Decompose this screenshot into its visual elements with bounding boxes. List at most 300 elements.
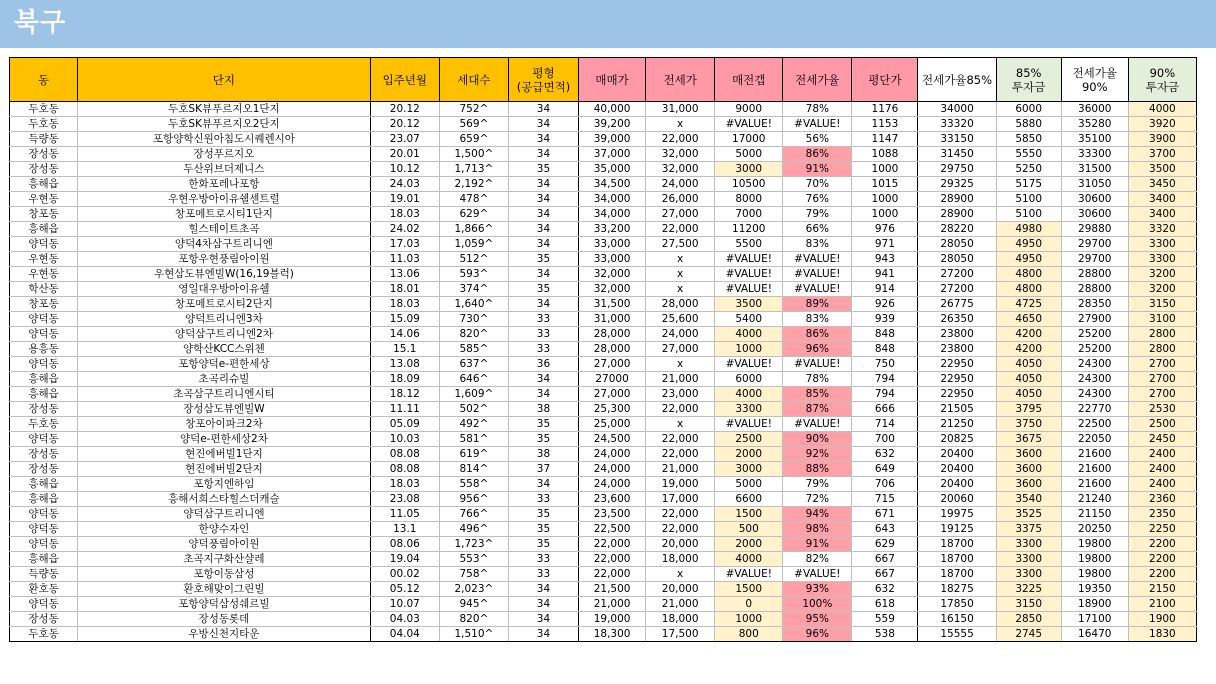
cell-jeonse-85: 20400 (918, 462, 996, 477)
cell-price-per-pyeong: 750 (852, 357, 918, 372)
cell-pyeong-size: 33 (508, 552, 578, 567)
cell-dong: 장성동 (10, 162, 78, 177)
cell-jeonse-ratio: 86% (783, 327, 852, 342)
cell-price-gap: 5000 (715, 147, 783, 162)
header-move-in-date: 입주년월 (370, 58, 439, 102)
cell-invest-90: 3200 (1128, 282, 1196, 297)
cell-jeonse-ratio: 56% (783, 132, 852, 147)
cell-price-gap: 1000 (715, 342, 783, 357)
cell-jeonse-ratio: 96% (783, 342, 852, 357)
cell-price-per-pyeong: 714 (852, 417, 918, 432)
cell-dong: 장성동 (10, 402, 78, 417)
cell-complex: 우현우방아이유쉘센트럴 (78, 192, 371, 207)
apartment-table (9, 57, 1197, 642)
cell-jeonse-85: 18700 (918, 567, 996, 582)
cell-jeonse-90: 19800 (1061, 537, 1128, 552)
cell-invest-85: 3795 (996, 402, 1061, 417)
cell-dong: 창포동 (10, 207, 78, 222)
cell-jeonse-price: 24,000 (646, 327, 715, 342)
cell-complex: 우방신천지타운 (78, 627, 371, 642)
cell-jeonse-90: 21600 (1061, 462, 1128, 477)
header-jeonse-90: 전세가율 90% (1061, 58, 1128, 102)
cell-sale-price: 24,500 (579, 432, 646, 447)
cell-invest-85: 5100 (996, 192, 1061, 207)
cell-invest-85: 4200 (996, 327, 1061, 342)
header-households: 세대수 (439, 58, 508, 102)
cell-dong: 득량동 (10, 132, 78, 147)
cell-jeonse-90: 29880 (1061, 222, 1128, 237)
cell-households: 766^ (439, 507, 508, 522)
cell-sale-price: 21,500 (579, 582, 646, 597)
cell-invest-85: 4200 (996, 342, 1061, 357)
cell-complex: 장성삼도뷰엔빌W (78, 402, 371, 417)
cell-jeonse-ratio: 79% (783, 477, 852, 492)
cell-jeonse-85: 23800 (918, 327, 996, 342)
cell-price-gap: 2000 (715, 447, 783, 462)
cell-move-in-date: 17.03 (370, 237, 439, 252)
cell-price-gap: #VALUE! (715, 117, 783, 132)
cell-complex: 포항우현풍림아이원 (78, 252, 371, 267)
table-row (10, 537, 1197, 552)
cell-price-gap: 1500 (715, 582, 783, 597)
cell-households: 512^ (439, 252, 508, 267)
cell-jeonse-90: 28800 (1061, 282, 1128, 297)
cell-invest-90: 2800 (1128, 342, 1196, 357)
cell-complex: 양덕4차삼구트리니엔 (78, 237, 371, 252)
cell-sale-price: 32,000 (579, 282, 646, 297)
cell-price-per-pyeong: 1000 (852, 207, 918, 222)
cell-dong: 두호동 (10, 117, 78, 132)
cell-jeonse-ratio: 89% (783, 297, 852, 312)
cell-jeonse-85: 21505 (918, 402, 996, 417)
cell-jeonse-ratio: 78% (783, 372, 852, 387)
cell-invest-90: 2360 (1128, 492, 1196, 507)
header-dong: 동 (10, 58, 78, 102)
cell-jeonse-ratio: 95% (783, 612, 852, 627)
table-row (10, 492, 1197, 507)
cell-jeonse-90: 27900 (1061, 312, 1128, 327)
cell-price-gap: 2500 (715, 432, 783, 447)
cell-sale-price: 39,000 (579, 132, 646, 147)
cell-jeonse-price: 19,000 (646, 477, 715, 492)
cell-jeonse-90: 29700 (1061, 252, 1128, 267)
cell-jeonse-ratio: 76% (783, 192, 852, 207)
cell-move-in-date: 19.01 (370, 192, 439, 207)
cell-price-gap: 500 (715, 522, 783, 537)
cell-pyeong-size: 34 (508, 387, 578, 402)
cell-invest-85: 3300 (996, 567, 1061, 582)
cell-complex: 창포아이파크2차 (78, 417, 371, 432)
cell-jeonse-price: 22,000 (646, 432, 715, 447)
cell-price-gap: 3500 (715, 297, 783, 312)
cell-households: 581^ (439, 432, 508, 447)
cell-sale-price: 31,500 (579, 297, 646, 312)
cell-jeonse-price: x (646, 417, 715, 432)
cell-households: 1,510^ (439, 627, 508, 642)
cell-jeonse-ratio: #VALUE! (783, 567, 852, 582)
cell-dong: 양덕동 (10, 312, 78, 327)
cell-jeonse-ratio: 91% (783, 537, 852, 552)
cell-households: 659^ (439, 132, 508, 147)
cell-price-gap: #VALUE! (715, 282, 783, 297)
table-row (10, 357, 1197, 372)
cell-sale-price: 32,000 (579, 267, 646, 282)
cell-invest-90: 2200 (1128, 537, 1196, 552)
cell-complex: 창포메트로시티1단지 (78, 207, 371, 222)
cell-jeonse-90: 28800 (1061, 267, 1128, 282)
cell-price-per-pyeong: 941 (852, 267, 918, 282)
cell-pyeong-size: 33 (508, 342, 578, 357)
cell-move-in-date: 05.12 (370, 582, 439, 597)
cell-move-in-date: 04.04 (370, 627, 439, 642)
cell-invest-90: 3320 (1128, 222, 1196, 237)
cell-sale-price: 28,000 (579, 327, 646, 342)
cell-dong: 흥해읍 (10, 177, 78, 192)
cell-dong: 양덕동 (10, 507, 78, 522)
cell-households: 730^ (439, 312, 508, 327)
table-row (10, 237, 1197, 252)
cell-dong: 창포동 (10, 297, 78, 312)
cell-sale-price: 27000 (579, 372, 646, 387)
cell-complex: 초곡지구화산샬레 (78, 552, 371, 567)
cell-jeonse-price: 23,000 (646, 387, 715, 402)
cell-invest-85: 4950 (996, 252, 1061, 267)
cell-pyeong-size: 34 (508, 627, 578, 642)
cell-invest-90: 2400 (1128, 477, 1196, 492)
cell-sale-price: 28,000 (579, 342, 646, 357)
cell-price-per-pyeong: 559 (852, 612, 918, 627)
cell-invest-85: 5250 (996, 162, 1061, 177)
cell-price-per-pyeong: 629 (852, 537, 918, 552)
cell-jeonse-price: x (646, 357, 715, 372)
cell-dong: 두호동 (10, 102, 78, 117)
cell-jeonse-85: 22950 (918, 387, 996, 402)
cell-dong: 양덕동 (10, 537, 78, 552)
cell-pyeong-size: 34 (508, 237, 578, 252)
cell-price-gap: 1000 (715, 612, 783, 627)
cell-dong: 장성동 (10, 462, 78, 477)
cell-jeonse-90: 24300 (1061, 372, 1128, 387)
cell-sale-price: 27,000 (579, 387, 646, 402)
cell-dong: 우현동 (10, 252, 78, 267)
cell-complex: 양덕삼구트리니엔2차 (78, 327, 371, 342)
cell-households: 619^ (439, 447, 508, 462)
cell-invest-90: 2400 (1128, 462, 1196, 477)
header-jeonse-ratio: 전세가율 (783, 58, 852, 102)
cell-jeonse-90: 35280 (1061, 117, 1128, 132)
table-row (10, 627, 1197, 642)
cell-price-per-pyeong: 667 (852, 552, 918, 567)
cell-invest-85: 3150 (996, 597, 1061, 612)
cell-sale-price: 19,000 (579, 612, 646, 627)
cell-invest-90: 3300 (1128, 252, 1196, 267)
cell-dong: 용흥동 (10, 342, 78, 357)
cell-price-per-pyeong: 632 (852, 582, 918, 597)
cell-households: 374^ (439, 282, 508, 297)
table-row (10, 447, 1197, 462)
cell-jeonse-90: 25200 (1061, 327, 1128, 342)
cell-sale-price: 35,000 (579, 162, 646, 177)
cell-invest-90: 3400 (1128, 192, 1196, 207)
cell-price-gap: #VALUE! (715, 252, 783, 267)
cell-jeonse-ratio: #VALUE! (783, 267, 852, 282)
cell-sale-price: 34,500 (579, 177, 646, 192)
cell-complex: 두산위브더제니스 (78, 162, 371, 177)
cell-households: 553^ (439, 552, 508, 567)
cell-households: 820^ (439, 327, 508, 342)
header-price-gap: 매전갭 (715, 58, 783, 102)
cell-jeonse-85: 19975 (918, 507, 996, 522)
cell-jeonse-price: x (646, 267, 715, 282)
cell-jeonse-85: 29750 (918, 162, 996, 177)
cell-move-in-date: 11.05 (370, 507, 439, 522)
cell-jeonse-ratio: 91% (783, 162, 852, 177)
cell-pyeong-size: 33 (508, 327, 578, 342)
cell-price-gap: 8000 (715, 192, 783, 207)
cell-households: 496^ (439, 522, 508, 537)
cell-invest-85: 5850 (996, 132, 1061, 147)
table-row (10, 147, 1197, 162)
cell-move-in-date: 08.08 (370, 462, 439, 477)
cell-pyeong-size: 35 (508, 282, 578, 297)
cell-invest-85: 3600 (996, 462, 1061, 477)
cell-invest-90: 3920 (1128, 117, 1196, 132)
cell-complex: 초곡리슈빌 (78, 372, 371, 387)
cell-invest-85: 3600 (996, 447, 1061, 462)
cell-invest-85: 4650 (996, 312, 1061, 327)
cell-pyeong-size: 34 (508, 597, 578, 612)
table-row (10, 372, 1197, 387)
header-row (10, 58, 1197, 102)
cell-complex: 포항양학신원아침도시퀘렌시아 (78, 132, 371, 147)
cell-jeonse-90: 24300 (1061, 387, 1128, 402)
cell-pyeong-size: 34 (508, 192, 578, 207)
cell-complex: 양덕삼구트리니엔 (78, 507, 371, 522)
cell-dong: 환호동 (10, 582, 78, 597)
cell-jeonse-85: 28050 (918, 252, 996, 267)
cell-move-in-date: 24.03 (370, 177, 439, 192)
table-row (10, 312, 1197, 327)
cell-move-in-date: 18.03 (370, 297, 439, 312)
table-row (10, 507, 1197, 522)
cell-dong: 장성동 (10, 147, 78, 162)
cell-move-in-date: 11.11 (370, 402, 439, 417)
cell-price-per-pyeong: 914 (852, 282, 918, 297)
table-row (10, 222, 1197, 237)
cell-jeonse-price: 21,000 (646, 462, 715, 477)
cell-complex: 한양수자인 (78, 522, 371, 537)
cell-jeonse-90: 31050 (1061, 177, 1128, 192)
cell-jeonse-price: 22,000 (646, 402, 715, 417)
cell-invest-85: 6000 (996, 102, 1061, 117)
cell-invest-90: 3150 (1128, 297, 1196, 312)
cell-jeonse-ratio: #VALUE! (783, 117, 852, 132)
cell-complex: 창포메트로시티2단지 (78, 297, 371, 312)
cell-invest-90: 2700 (1128, 357, 1196, 372)
table-row (10, 252, 1197, 267)
cell-households: 1,640^ (439, 297, 508, 312)
cell-dong: 흥해읍 (10, 372, 78, 387)
cell-sale-price: 34,000 (579, 192, 646, 207)
cell-move-in-date: 18.03 (370, 207, 439, 222)
cell-households: 1,500^ (439, 147, 508, 162)
cell-sale-price: 22,000 (579, 552, 646, 567)
cell-pyeong-size: 37 (508, 462, 578, 477)
cell-sale-price: 39,200 (579, 117, 646, 132)
cell-jeonse-85: 20400 (918, 477, 996, 492)
cell-price-gap: 4000 (715, 327, 783, 342)
cell-jeonse-ratio: 82% (783, 552, 852, 567)
cell-dong: 우현동 (10, 192, 78, 207)
cell-dong: 흥해읍 (10, 552, 78, 567)
cell-move-in-date: 13.06 (370, 267, 439, 282)
cell-jeonse-price: 22,000 (646, 507, 715, 522)
cell-complex: 영일대우방아이유쉘 (78, 282, 371, 297)
cell-sale-price: 31,000 (579, 312, 646, 327)
cell-jeonse-ratio: 87% (783, 402, 852, 417)
cell-dong: 양덕동 (10, 522, 78, 537)
cell-price-per-pyeong: 1147 (852, 132, 918, 147)
cell-pyeong-size: 34 (508, 132, 578, 147)
cell-households: 569^ (439, 117, 508, 132)
cell-move-in-date: 20.01 (370, 147, 439, 162)
cell-pyeong-size: 34 (508, 117, 578, 132)
cell-move-in-date: 08.08 (370, 447, 439, 462)
page-title: 북구 (14, 8, 67, 38)
cell-sale-price: 33,000 (579, 237, 646, 252)
cell-invest-90: 2700 (1128, 372, 1196, 387)
cell-pyeong-size: 34 (508, 612, 578, 627)
cell-price-per-pyeong: 643 (852, 522, 918, 537)
cell-sale-price: 25,300 (579, 402, 646, 417)
cell-jeonse-price: 17,000 (646, 492, 715, 507)
cell-price-per-pyeong: 848 (852, 327, 918, 342)
cell-pyeong-size: 34 (508, 267, 578, 282)
cell-jeonse-ratio: 88% (783, 462, 852, 477)
cell-jeonse-price: 24,000 (646, 177, 715, 192)
cell-complex: 현진에버빌2단지 (78, 462, 371, 477)
table-row (10, 327, 1197, 342)
cell-jeonse-85: 18700 (918, 552, 996, 567)
title-bar (0, 0, 1216, 48)
cell-jeonse-85: 27200 (918, 282, 996, 297)
cell-households: 637^ (439, 357, 508, 372)
table-row (10, 567, 1197, 582)
cell-complex: 한화포레나포항 (78, 177, 371, 192)
cell-jeonse-85: 22950 (918, 372, 996, 387)
cell-invest-90: 3700 (1128, 147, 1196, 162)
header-sale-price: 매매가 (579, 58, 646, 102)
cell-pyeong-size: 35 (508, 507, 578, 522)
cell-price-gap: 3000 (715, 162, 783, 177)
table-row (10, 342, 1197, 357)
cell-jeonse-90: 18900 (1061, 597, 1128, 612)
cell-jeonse-ratio: 85% (783, 387, 852, 402)
cell-invest-85: 3540 (996, 492, 1061, 507)
cell-invest-90: 2200 (1128, 567, 1196, 582)
cell-pyeong-size: 34 (508, 297, 578, 312)
cell-invest-90: 2200 (1128, 552, 1196, 567)
cell-complex: 포항지엔하임 (78, 477, 371, 492)
cell-jeonse-price: 21,000 (646, 372, 715, 387)
cell-invest-85: 3375 (996, 522, 1061, 537)
cell-invest-85: 2745 (996, 627, 1061, 642)
cell-invest-85: 2850 (996, 612, 1061, 627)
cell-jeonse-price: 17,500 (646, 627, 715, 642)
cell-dong: 양덕동 (10, 237, 78, 252)
cell-move-in-date: 04.03 (370, 612, 439, 627)
cell-dong: 흥해읍 (10, 492, 78, 507)
table-row (10, 117, 1197, 132)
cell-move-in-date: 18.01 (370, 282, 439, 297)
cell-complex: 두호SK뷰푸르지오1단지 (78, 102, 371, 117)
cell-invest-90: 1900 (1128, 612, 1196, 627)
cell-jeonse-ratio: 92% (783, 447, 852, 462)
cell-invest-85: 4050 (996, 387, 1061, 402)
cell-price-gap: 3300 (715, 402, 783, 417)
header-pyeong-size: 평형 (공급면적) (508, 58, 578, 102)
cell-complex: 장성푸르지오 (78, 147, 371, 162)
cell-jeonse-ratio: 93% (783, 582, 852, 597)
cell-jeonse-price: 27,500 (646, 237, 715, 252)
cell-jeonse-price: x (646, 282, 715, 297)
cell-move-in-date: 08.06 (370, 537, 439, 552)
cell-jeonse-price: x (646, 567, 715, 582)
cell-price-per-pyeong: 649 (852, 462, 918, 477)
cell-price-per-pyeong: 1015 (852, 177, 918, 192)
cell-price-per-pyeong: 939 (852, 312, 918, 327)
cell-move-in-date: 23.07 (370, 132, 439, 147)
cell-price-gap: 5400 (715, 312, 783, 327)
cell-move-in-date: 13.1 (370, 522, 439, 537)
cell-jeonse-85: 20825 (918, 432, 996, 447)
cell-households: 1,866^ (439, 222, 508, 237)
cell-price-per-pyeong: 976 (852, 222, 918, 237)
cell-move-in-date: 18.09 (370, 372, 439, 387)
cell-pyeong-size: 35 (508, 162, 578, 177)
cell-pyeong-size: 34 (508, 177, 578, 192)
cell-invest-85: 4050 (996, 372, 1061, 387)
cell-invest-85: 4725 (996, 297, 1061, 312)
cell-price-gap: 11200 (715, 222, 783, 237)
cell-jeonse-85: 31450 (918, 147, 996, 162)
cell-complex: 포항양덕e-편한세상 (78, 357, 371, 372)
cell-complex: 포항이동삼성 (78, 567, 371, 582)
cell-jeonse-ratio: #VALUE! (783, 357, 852, 372)
cell-jeonse-90: 24300 (1061, 357, 1128, 372)
cell-invest-90: 3400 (1128, 207, 1196, 222)
cell-price-gap: 3000 (715, 462, 783, 477)
cell-invest-90: 3500 (1128, 162, 1196, 177)
cell-price-gap: 6000 (715, 372, 783, 387)
cell-price-gap: 4000 (715, 387, 783, 402)
cell-households: 558^ (439, 477, 508, 492)
cell-move-in-date: 14.06 (370, 327, 439, 342)
cell-households: 814^ (439, 462, 508, 477)
cell-sale-price: 37,000 (579, 147, 646, 162)
cell-complex: 환호해맞이그린빌 (78, 582, 371, 597)
cell-sale-price: 22,500 (579, 522, 646, 537)
cell-jeonse-price: 25,600 (646, 312, 715, 327)
cell-jeonse-price: 26,000 (646, 192, 715, 207)
cell-invest-90: 4000 (1128, 102, 1196, 117)
cell-jeonse-90: 21240 (1061, 492, 1128, 507)
cell-move-in-date: 24.02 (370, 222, 439, 237)
cell-jeonse-85: 27200 (918, 267, 996, 282)
cell-jeonse-85: 33320 (918, 117, 996, 132)
cell-jeonse-90: 31500 (1061, 162, 1128, 177)
cell-move-in-date: 13.08 (370, 357, 439, 372)
